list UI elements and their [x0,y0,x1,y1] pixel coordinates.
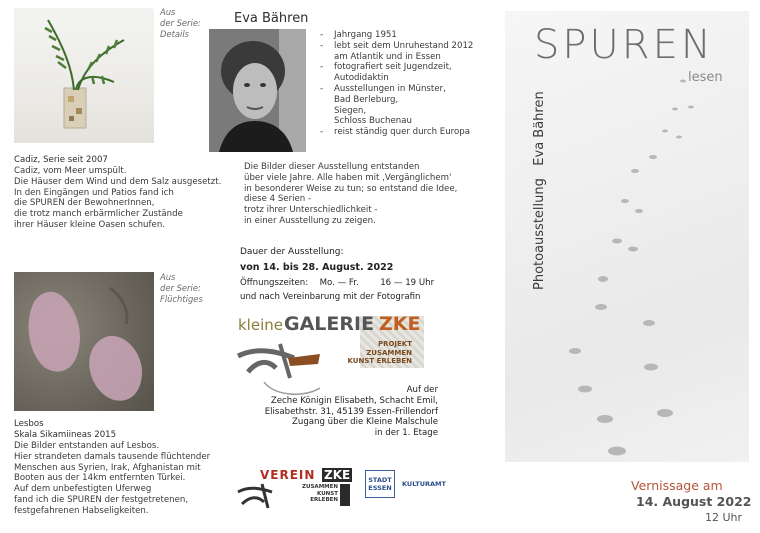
logo-zke: ZKE [379,313,421,335]
verein-tagline-line: ZUSAMMEN [302,484,338,490]
cadiz-text-line: In den Eingängen und Patios fand ich [14,187,174,198]
duration-label: Dauer der Ausstellung: [240,247,344,257]
kulturamt-label: KULTURAMT [402,480,446,488]
cadiz-text [14,166,254,231]
vernissage-time: 12 Uhr [705,511,743,524]
stadt-essen-logo [365,470,455,500]
vertical-caption-text: Photoausstellung Eva Bähren [532,91,547,290]
logo-tagline-line: PROJEKT [377,340,412,348]
series-note-line: Aus [160,7,176,17]
series-note-line: Aus [160,272,176,282]
vernissage-label: Vernissage am [631,478,723,493]
logo-kleine: kleine [238,316,283,334]
photo-artist-portrait [209,29,306,152]
galerie-zke-logo [234,312,434,392]
intro-line: diese 4 Serien - [244,194,312,205]
cadiz-text-line: Die Häuser dem Wind und dem Salz ausgesetzt. [14,176,222,187]
cadiz-text-line: die SPUREN der BewohnerInnen, [14,198,155,209]
verein-word: VEREIN [260,468,316,482]
artist-bio [320,30,500,138]
vertical-caption [528,80,550,290]
verein-block [340,484,350,506]
bio-item [320,127,500,138]
series-note-details [160,7,201,40]
lesbos-text-line: Auf dem unbefestigten Uferweg [14,484,152,495]
lesbos-text [14,441,244,517]
opening-hours: 16 — 19 Uhr [380,278,435,288]
address-line: Zeche Königin Elisabeth, Schacht Emil, [270,395,438,406]
address-line: Zugang über die Kleine Malschule [291,417,438,428]
exhibition-intro [244,162,494,227]
verein-tagline-line: KUNST [317,490,338,497]
bio-item [320,41,500,63]
bio-text: Ausstellungen in Münster, Bad Berleburg, Siegen, Schloss Buchenau [334,83,446,127]
essen-line: ESSEN [368,484,392,492]
logo-galerie: GALERIE [284,313,375,335]
poster-title: SPUREN [534,22,714,68]
lesbos-title: Lesbos [14,419,44,429]
address-line: Elisabethstr. 31, 45139 Essen-Frillendorf [264,406,438,417]
cadiz-text-line: ihrer Häuser kleine Oasen schufen. [14,219,165,230]
venue-address [244,385,494,439]
bio-item [320,30,500,41]
stadt-essen-box [365,470,395,498]
intro-line: in einer Ausstellung zu zeigen. [244,215,376,226]
series-note-fluechtiges [160,272,203,305]
intro-line: in besonderer Weise zu tun; so entstand die Idee, [244,183,458,194]
cadiz-title: Cadiz, Serie seit 2007 [14,155,108,165]
cadiz-text-line: Cadiz, vom Meer umspült. [14,166,127,176]
verein-zke-logo [236,468,352,512]
intro-line: trotz ihrer Unterschiedlichkeit - [244,205,378,216]
lesbos-subtitle: Skala Sikamiineas 2015 [14,429,117,440]
bio-text: fotografiert seit Jugendzeit, Autodidaktin [334,62,452,84]
intro-line: über viele Jahre. Alle haben mit ‚Vergänglichem‘ [244,172,452,183]
series-note-line: Details [160,29,190,39]
photo-cadiz-plant [14,8,154,143]
lesbos-text-line: fand ich die SPUREN der festgetretenen, [14,494,189,505]
verein-zke: ZKE [324,468,351,482]
bio-text: lebt seit dem Unruhestand 2012 am Atlantik und in Essen [334,40,474,62]
poster-subtitle: lesen [688,70,723,85]
series-note-line: Flüchtiges [160,294,203,304]
opening-days: Mo. — Fr. [319,278,359,288]
stadt-line: STADT [368,476,392,484]
address-line: Auf der [406,385,438,395]
lesbos-text-line: Hier strandeten damals tausende flüchtender [14,451,211,462]
verein-tagline [278,484,338,504]
bio-text: reist ständig quer durch Europa [334,127,470,138]
logo-tagline-line: ZUSAMMEN [366,348,412,357]
address-line: in der 1. Etage [374,428,438,439]
opening-label: Öffnungszeiten: [240,278,309,288]
series-note-line: der Serie: [160,18,201,28]
bio-item [320,62,500,84]
verein-tagline-line: ERLEBEN [310,497,338,503]
lesbos-text-line: Booten aus der 14km entfernten Türkei. [14,473,186,484]
bio-text: Jahrgang 1951 [334,30,397,40]
logo-tagline [322,340,412,366]
opening-extra: und nach Vereinbarung mit der Fotografin [240,292,421,302]
artist-name: Eva Bähren [234,11,309,26]
vernissage-date: 14. August 2022 [636,494,752,509]
cadiz-text-line: die trotz manch erbärmlicher Zustände [14,209,183,220]
lesbos-text-line: festgefahrenen Habseligkeiten. [14,505,149,516]
verein-brush-mark [236,482,282,512]
bio-item [320,84,500,127]
photo-lesbos-gloves [14,272,154,411]
lesbos-title-block [14,419,116,441]
intro-line: Die Bilder dieser Ausstellung entstanden [244,162,420,172]
opening-hours-row [240,278,434,289]
lesbos-text-line: Die Bilder entstanden auf Lesbos. [14,441,160,451]
logo-tagline-line: KUNST ERLEBEN [347,357,412,365]
duration-dates: von 14. bis 28. August. 2022 [240,262,394,273]
series-note-line: der Serie: [160,283,201,293]
lesbos-text-line: Menschen aus Syrien, Irak, Afghanistan mit [14,462,201,473]
